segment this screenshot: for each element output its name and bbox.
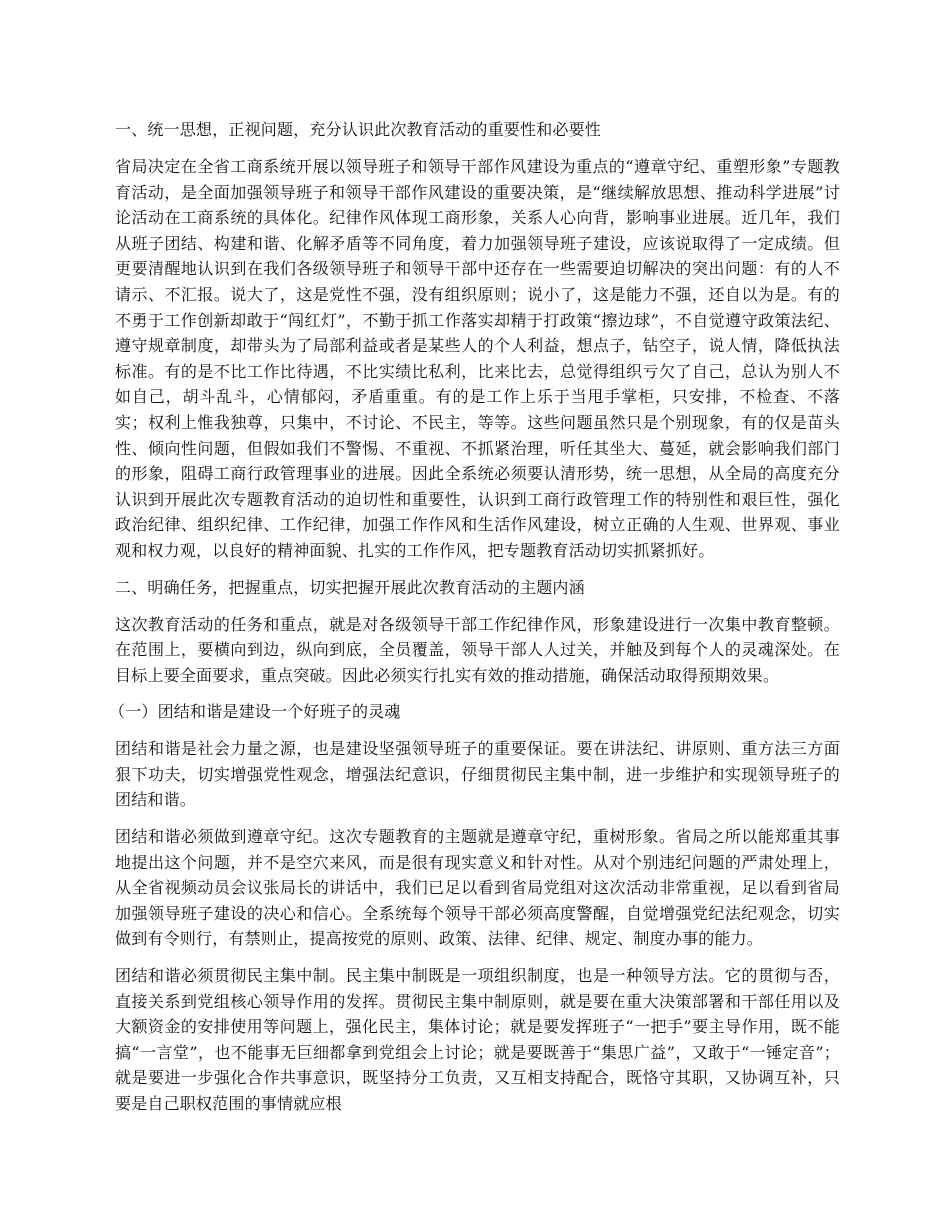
- paragraph-2: 这次教育活动的任务和重点，就是对各级领导干部工作纪律作风，形象建设进行一次集中教育整顿。在范围上，要横向到边，纵向到底，全员覆盖，领导干部人人过关，并触及到每个人的灵魂深处。在目标上要全面要求，重点突破。因此必须实行扎实有效的推动措施，确保活动取得预期效果。: [115, 614, 840, 685]
- paragraph-4: 团结和谐必须做到遵章守纪。这次专题教育的主题就是遵章守纪，重树形象。省局之所以能郑重其事地提出这个问题，并不是空穴来风，而是很有现实意义和针对性。从对个别违纪问题的严肃处理上，从全省视频动员会议张局长的讲话中，我们已足以看到省局党组对这次活动非常重视，足以看到省局加强领导班子建设的决心和信心。全系统每个领导干部必须高度警醒，自觉增强党纪法纪观念，切实做到有令则行，有禁则止，提高按党的原则、政策、法律、纪律、规定、制度办事的能力。: [115, 827, 840, 949]
- subsection-heading-1: （一）团结和谐是建设一个好班子的灵魂: [109, 702, 401, 722]
- document-page: [109, 117, 840, 1128]
- section-heading-2: 二、明确任务，把握重点，切实把握开展此次教育活动的主题内涵: [115, 577, 585, 597]
- section-heading-1: 一、统一思想，正视问题，充分认识此次教育活动的重要性和必要性: [115, 120, 602, 139]
- paragraph-1: 省局决定在全省工商系统开展以领导班子和领导干部作风建设为重点的“遵章守纪、重塑形象”专题教育活动，是全面加强领导班子和领导干部作风建设的重要决策，是“继续解放思想、推动科学进展”讨论活动在工商系统的具体化。纪律作风体现工商形象，关系人心向背，影响事业进展。近几年，我们从班子团结、构建和谐、化解矛盾等不同角度，着力加强领导班子建设，应该说取得了一定成绩。但更要清醒地认识到在我们各级领导班子和领导干部中还存在一些需要迫切解决的突出问题：有的人不请示、不汇报。说大了，这是党性不强，没有组织原则；说小了，这是能力不强，还自以为是。有的不勇于工作创新却敢于“闯红灯”，不勤于抓工作落实却精于打政策“擦边球”，不自觉遵守政策法纪、遵守规章制度，却带头为了局部利益或者是某些人的个人利益，想点子，钻空子，说人情，降低执法标准。有的是不比工作比待遇，不比实绩比私利，比来比去，总觉得组织亏欠了自己，总认为别人不如自己，胡斗乱斗，心情郁闷，矛盾重重。有的是工作上乐于当甩手掌柜，只安排，不检查、不落实；权利上惟我独尊，只集中，不讨论、不民主，等等。这些问题虽然只是个别现象，有的仅是苗头性、倾向性问题，但假如我们不警惕、不重视、不抓紧治理，听任其坐大、蔓延，就会影响我们部门的形象，阻碍工商行政管理事业的进展。因此全系统必须要认清形势，统一思想，从全局的高度充分认识到开展此次专题教育活动的迫切性和重要性，认识到工商行政管理工作的特别性和艰巨性，强化政治纪律、组织纪律、工作纪律，加强工作作风和生活作风建设，树立正确的人生观、世界观、事业观和权力观，以良好的精神面貌、扎实的工作作风，把专题教育活动切实抓紧抓好。: [115, 157, 840, 560]
- paragraph-5: 团结和谐必须贯彻民主集中制。民主集中制既是一项组织制度，也是一种领导方法。它的贯彻与否，直接关系到党组核心领导作用的发挥。贯彻民主集中制原则，就是要在重大决策部署和干部任用以及大额资金的安排使用等问题上，强化民主，集体讨论；就是要发挥班子“一把手”要主导作用，既不能搞“一言堂”，也不能事无巨细都拿到党组会上讨论；就是要既善于“集思广益”，又敢于“一锤定音”；就是要进一步强化合作共事意识，既坚持分工负责，又互相支持配合，既恪守其职，又协调互补，只要是自己职权范围的事情就应根: [115, 966, 840, 1113]
- paragraph-3: 团结和谐是社会力量之源，也是建设坚强领导班子的重要保证。要在讲法纪、讲原则、重方法三方面狠下功夫，切实增强党性观念，增强法纪意识，仔细贯彻民主集中制，进一步维护和实现领导班子的团结和谐。: [115, 739, 840, 810]
